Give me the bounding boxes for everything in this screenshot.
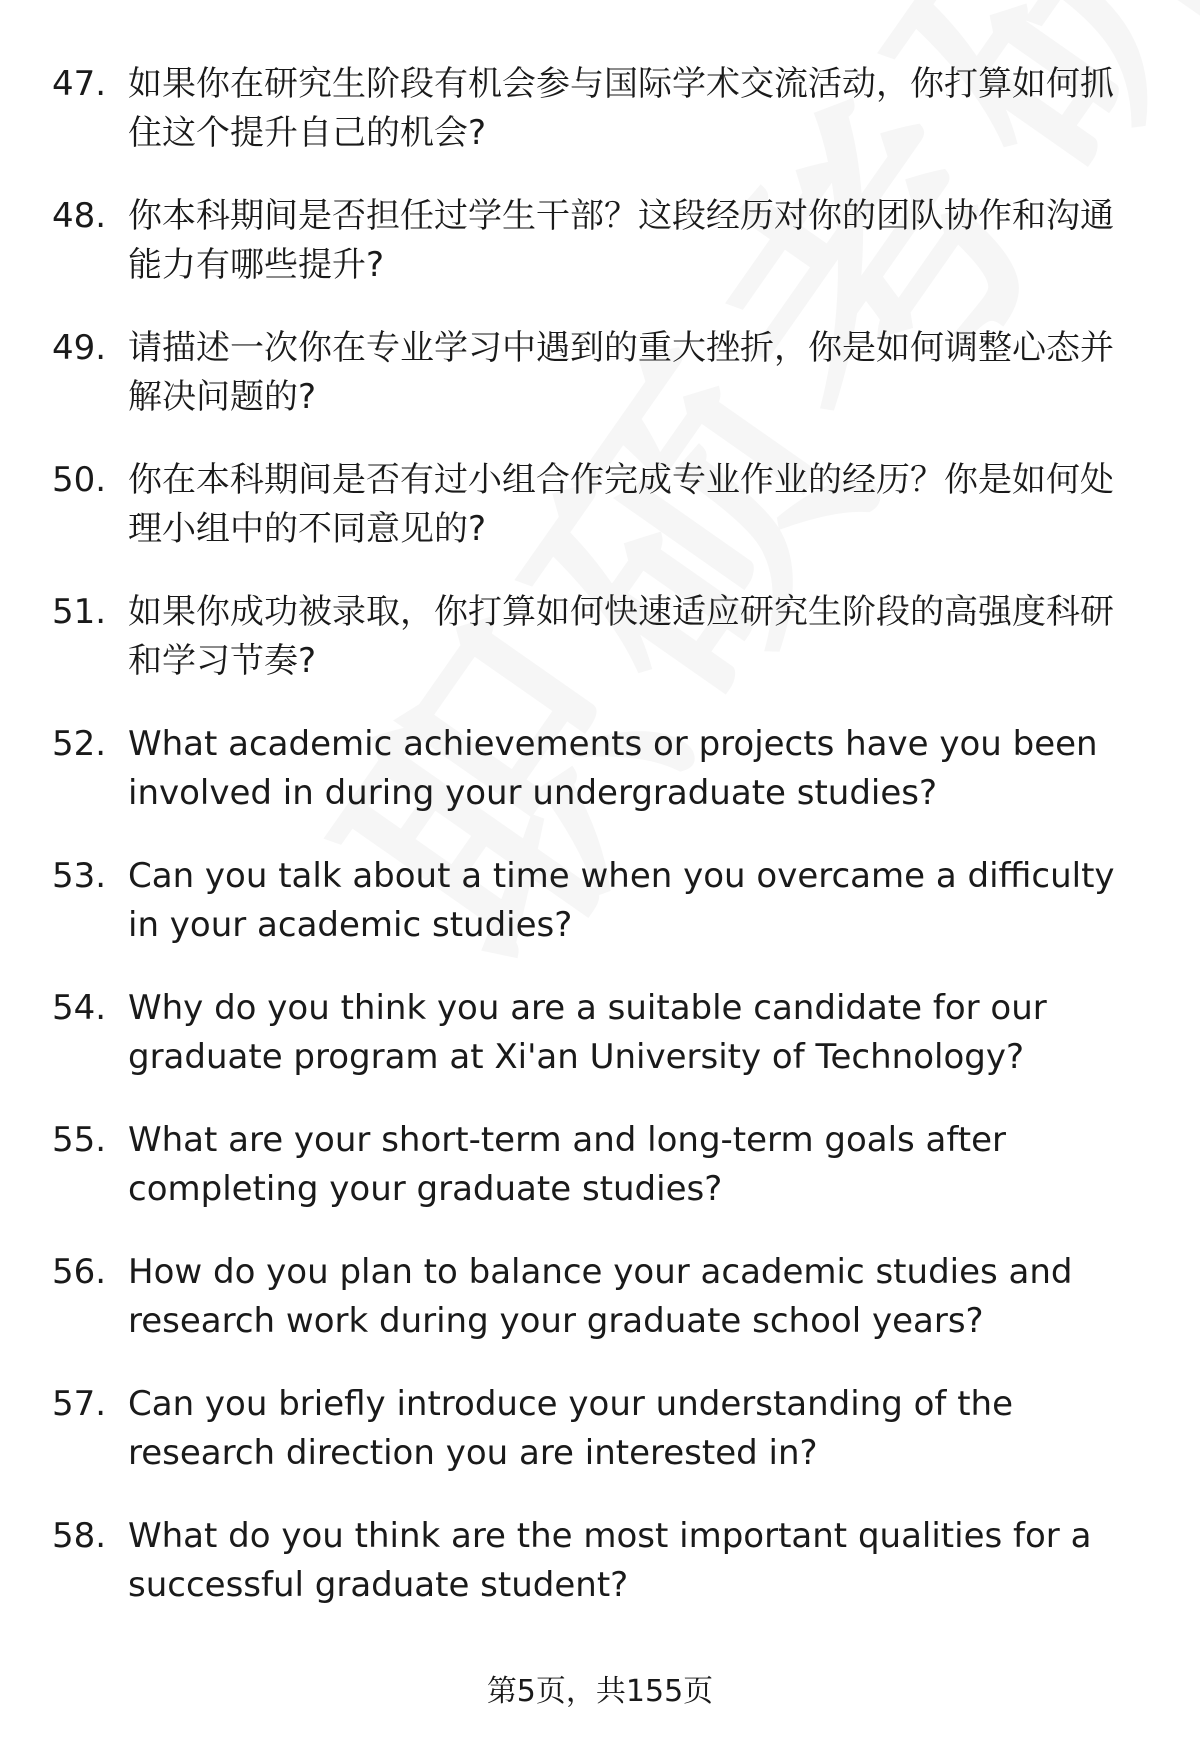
question-text: How do you plan to balance your academic studies and research work during your graduate school years? <box>128 1252 1073 1341</box>
question-list <box>52 60 1152 1644</box>
question-item <box>52 588 1152 720</box>
question-number: 55. <box>52 1120 107 1160</box>
question-item <box>52 456 1152 588</box>
question-number: 58. <box>52 1516 107 1556</box>
question-text: What academic achievements or projects have you been involved in during your undergraduate studies? <box>128 724 1098 813</box>
question-number: 54. <box>52 988 107 1028</box>
question-item <box>52 1116 1152 1248</box>
question-text: What are your short-term and long-term goals after completing your graduate studies? <box>128 1120 1006 1209</box>
question-number: 57. <box>52 1384 107 1424</box>
question-text: Can you briefly introduce your understanding of the research direction you are interested in? <box>128 1384 1013 1473</box>
question-item <box>52 1512 1152 1644</box>
question-text: 你本科期间是否担任过学生干部？这段经历对你的团队协作和沟通能力有哪些提升? <box>128 196 1114 285</box>
question-text: 如果你成功被录取，你打算如何快速适应研究生阶段的高强度科研和学习节奏? <box>128 592 1114 681</box>
question-text: Can you talk about a time when you overcame a difficulty in your academic studies? <box>128 856 1115 945</box>
question-item <box>52 984 1152 1116</box>
question-text: 请描述一次你在专业学习中遇到的重大挫折，你是如何调整心态并解决问题的? <box>128 328 1114 417</box>
question-text: What do you think are the most important qualities for a successful graduate student? <box>128 1516 1092 1605</box>
question-number: 47. <box>52 64 107 104</box>
question-item <box>52 192 1152 324</box>
question-text: 如果你在研究生阶段有机会参与国际学术交流活动，你打算如何抓住这个提升自己的机会? <box>128 64 1114 153</box>
question-item <box>52 720 1152 852</box>
question-number: 49. <box>52 328 107 368</box>
page-number-footer: 第5页，共155页 <box>486 1674 714 1709</box>
question-number: 52. <box>52 724 107 764</box>
question-number: 50. <box>52 460 107 500</box>
question-item <box>52 1380 1152 1512</box>
question-item <box>52 1248 1152 1380</box>
question-number: 48. <box>52 196 107 236</box>
question-item <box>52 60 1152 192</box>
question-item <box>52 324 1152 456</box>
question-number: 56. <box>52 1252 107 1292</box>
question-number: 51. <box>52 592 107 632</box>
question-text: Why do you think you are a suitable candidate for our graduate program at Xi'an University of Technology? <box>128 988 1047 1077</box>
question-text: 你在本科期间是否有过小组合作完成专业作业的经历？你是如何处理小组中的不同意见的? <box>128 460 1114 549</box>
question-number: 53. <box>52 856 107 896</box>
question-item <box>52 852 1152 984</box>
